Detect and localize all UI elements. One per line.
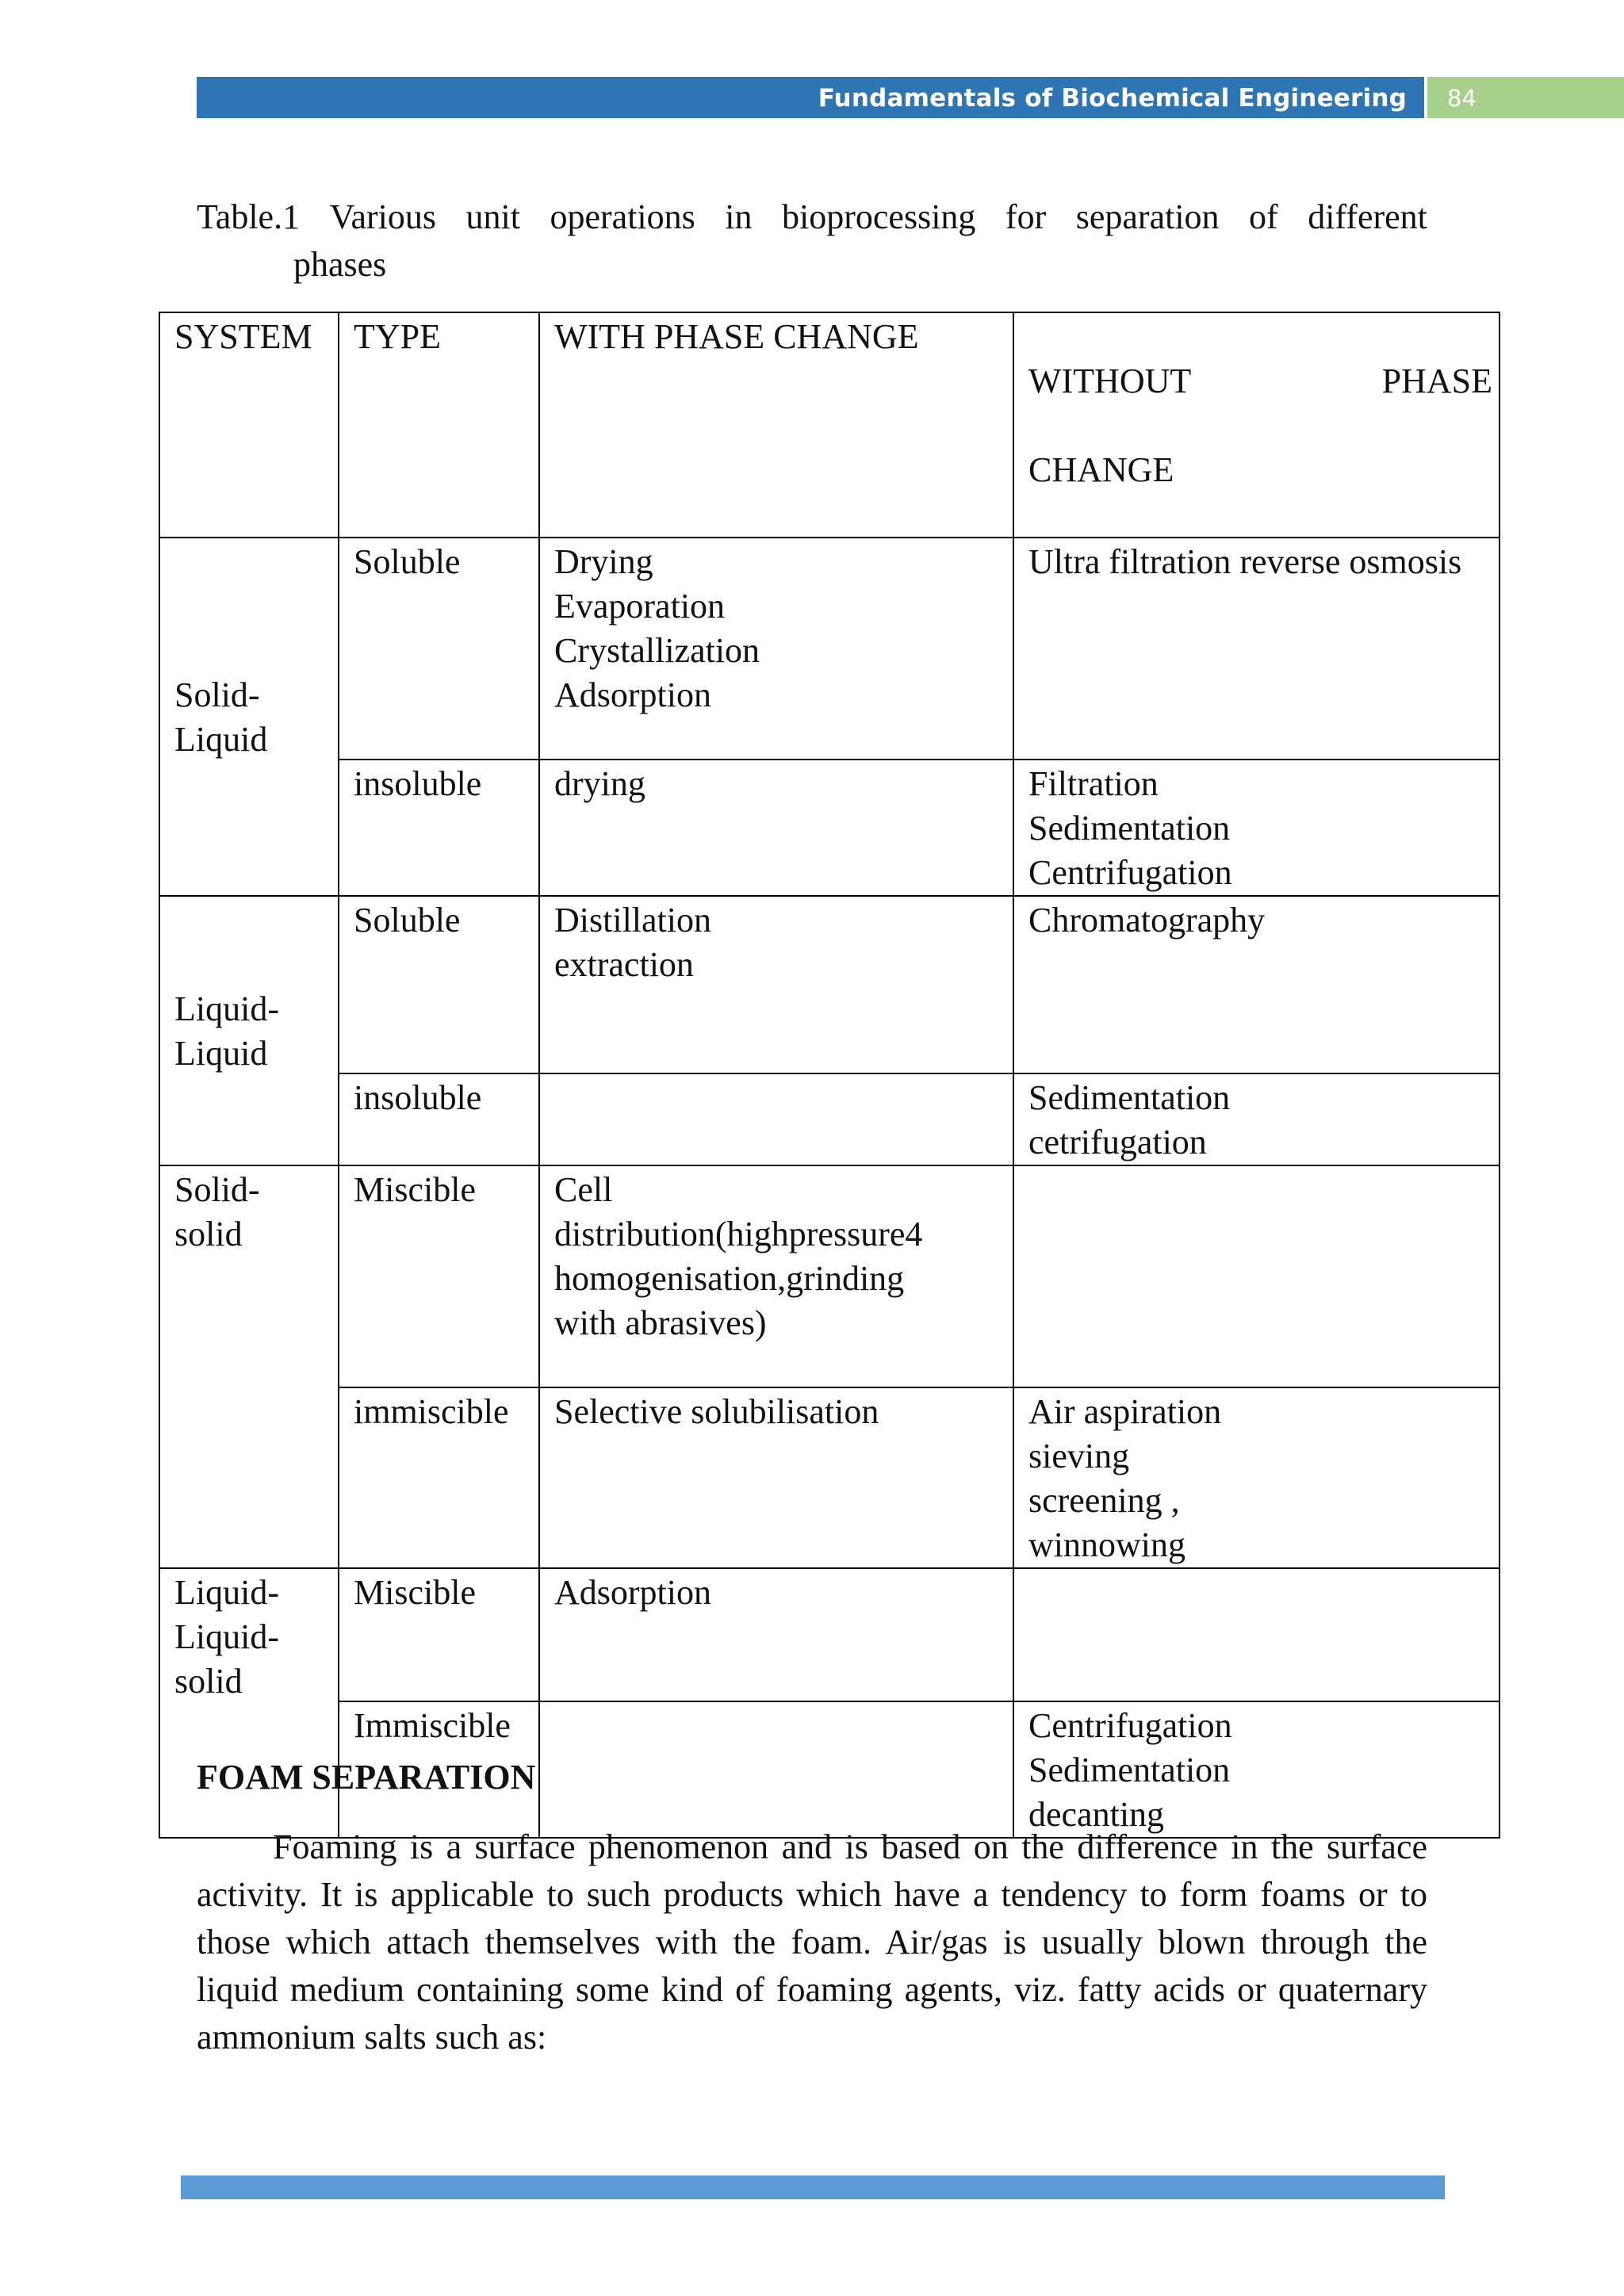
caption-word: of (1249, 197, 1278, 236)
table-row (159, 1073, 1500, 1165)
page-number: 84 (1447, 85, 1477, 112)
system-cell: Liquid- Liquid- solid (159, 1568, 339, 1838)
body-paragraph: Foaming is a surface phenomenon and is based on the difference in the surface activity. It is applicable to such products which have a tendency to form foams or to those which attach themselves with the foam. Air/gas is usually blown through the liquid medium containing some kind of foaming agents, viz. fatty acids or quaternary ammonium salts such as: (197, 1827, 1427, 2057)
type-cell: insoluble (339, 1073, 539, 1165)
header-phase-word: PHASE (1381, 362, 1492, 400)
header-without-phase-change (1013, 312, 1500, 538)
table-row (159, 896, 1500, 1073)
header-system: SYSTEM (159, 312, 339, 538)
table-header-row (159, 312, 1500, 538)
with-phase-change-cell: drying (539, 760, 1013, 896)
running-header (197, 77, 1424, 118)
unit-operations-table (159, 312, 1500, 1839)
with-phase-change-cell (539, 1701, 1013, 1838)
header-change-word: CHANGE (1028, 450, 1174, 489)
table-row (159, 1387, 1500, 1568)
table-row (159, 1165, 1500, 1387)
without-phase-change-cell: Ultra filtration reverse osmosis (1013, 538, 1500, 760)
section-heading: FOAM SEPARATION (197, 1758, 536, 1797)
table-row (159, 760, 1500, 896)
caption-word: operations (550, 197, 695, 236)
footer-bar (181, 2175, 1445, 2199)
header-with-phase-change: WITH PHASE CHANGE (539, 312, 1013, 538)
header-type: TYPE (339, 312, 539, 538)
type-cell: Soluble (339, 538, 539, 760)
without-phase-change-cell (1013, 1568, 1500, 1701)
caption-word: for (1005, 197, 1047, 236)
system-cell: Solid- Liquid (159, 538, 339, 896)
table-caption-line-2: phases (293, 245, 387, 284)
system-cell: Solid- solid (159, 1165, 339, 1568)
header-without-word: WITHOUT (1028, 362, 1192, 400)
type-cell: Miscible (339, 1165, 539, 1387)
table-caption-line-1 (197, 193, 1427, 241)
without-phase-change-cell: Chromatography (1013, 896, 1500, 1073)
type-cell: Soluble (339, 896, 539, 1073)
without-phase-change-cell: Sedimentation cetrifugation (1013, 1073, 1500, 1165)
caption-word: Various (329, 197, 437, 236)
caption-word: Table.1 (197, 197, 301, 236)
with-phase-change-cell: Selective solubilisation (539, 1387, 1013, 1568)
without-phase-change-cell: Air aspiration sieving screening , winnowing (1013, 1387, 1500, 1568)
with-phase-change-cell: Drying Evaporation Crystallization Adsorption (539, 538, 1013, 760)
type-cell: Immiscible (339, 1701, 539, 1838)
type-cell: Miscible (339, 1568, 539, 1701)
running-header-title: Fundamentals of Biochemical Engineering (818, 84, 1407, 113)
table-caption (197, 193, 1427, 289)
with-phase-change-cell: Distillation extraction (539, 896, 1013, 1073)
caption-word: bioprocessing (782, 197, 976, 236)
system-cell: Liquid- Liquid (159, 896, 339, 1165)
caption-word: different (1308, 197, 1427, 236)
with-phase-change-cell: Cell distribution(highpressure4 homogenisation,grinding with abrasives) (539, 1165, 1013, 1387)
without-phase-change-cell (1013, 1165, 1500, 1387)
caption-word: unit (465, 197, 520, 236)
without-phase-change-cell: Filtration Sedimentation Centrifugation (1013, 760, 1500, 896)
table-row (159, 1568, 1500, 1701)
caption-word: in (725, 197, 753, 236)
table-row (159, 538, 1500, 760)
page-number-box (1427, 77, 1624, 118)
without-phase-change-cell: Centrifugation Sedimentation decanting (1013, 1701, 1500, 1838)
with-phase-change-cell: Adsorption (539, 1568, 1013, 1701)
with-phase-change-cell (539, 1073, 1013, 1165)
caption-word: separation (1075, 197, 1220, 236)
type-cell: insoluble (339, 760, 539, 896)
type-cell: immiscible (339, 1387, 539, 1568)
